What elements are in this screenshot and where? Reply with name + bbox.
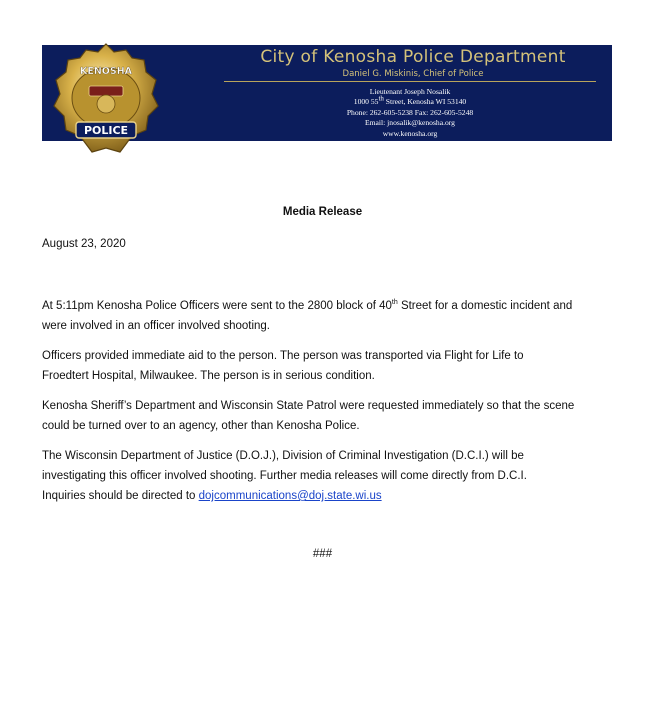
release-date: August 23, 2020 xyxy=(42,238,126,250)
doj-email-link[interactable]: dojcommunications@doj.state.wi.us xyxy=(198,490,382,502)
chief-name: Daniel G. Miskinis, Chief of Police xyxy=(342,69,484,79)
release-title: Media Release xyxy=(282,206,363,218)
paragraph-1: At 5:11pm Kenosha Police Officers were sent to the 2800 block of 40th Street for a domestic incident and were involved in an officer involved shooting. xyxy=(42,299,573,332)
contact-name: Lieutenant Joseph Nosalik xyxy=(369,87,451,96)
contact-phone: Phone: 262-605-5238 Fax: 262-605-5248 xyxy=(346,107,474,117)
paragraph-3: Kenosha Sheriff’s Department and Wisconsin State Patrol were requested immediately so that the scene could be turned over to an agency, other than Kenosha Police. xyxy=(42,400,575,432)
header-divider xyxy=(224,81,596,82)
contact-address: 1000 55th Street, Kenosha WI 53140 xyxy=(353,94,467,107)
department-name: City of Kenosha Police Department xyxy=(260,47,566,67)
paragraph-4: The Wisconsin Department of Justice (D.O.J.), Division of Criminal Investigation (D.C.I.) will be investigating this officer involved shooting. Further media releases will come directly from D.C.I. Inquiries should be directed to dojcommunications@doj.state.wi.us xyxy=(42,450,527,502)
badge-top-text: KENOSHA xyxy=(79,66,133,77)
badge-bottom-text: POLICE xyxy=(83,124,129,137)
contact-email: Email: jnosalik@kenosha.org xyxy=(365,118,455,128)
paragraph-2: Officers provided immediate aid to the person. The person was transported via Flight for Life to Froedtert Hospital, Milwaukee. The person is in serious condition. xyxy=(42,350,524,382)
end-marker: ### xyxy=(312,548,333,560)
contact-block xyxy=(224,87,596,139)
contact-website: www.kenosha.org xyxy=(382,128,438,138)
police-badge-logo xyxy=(40,42,172,160)
